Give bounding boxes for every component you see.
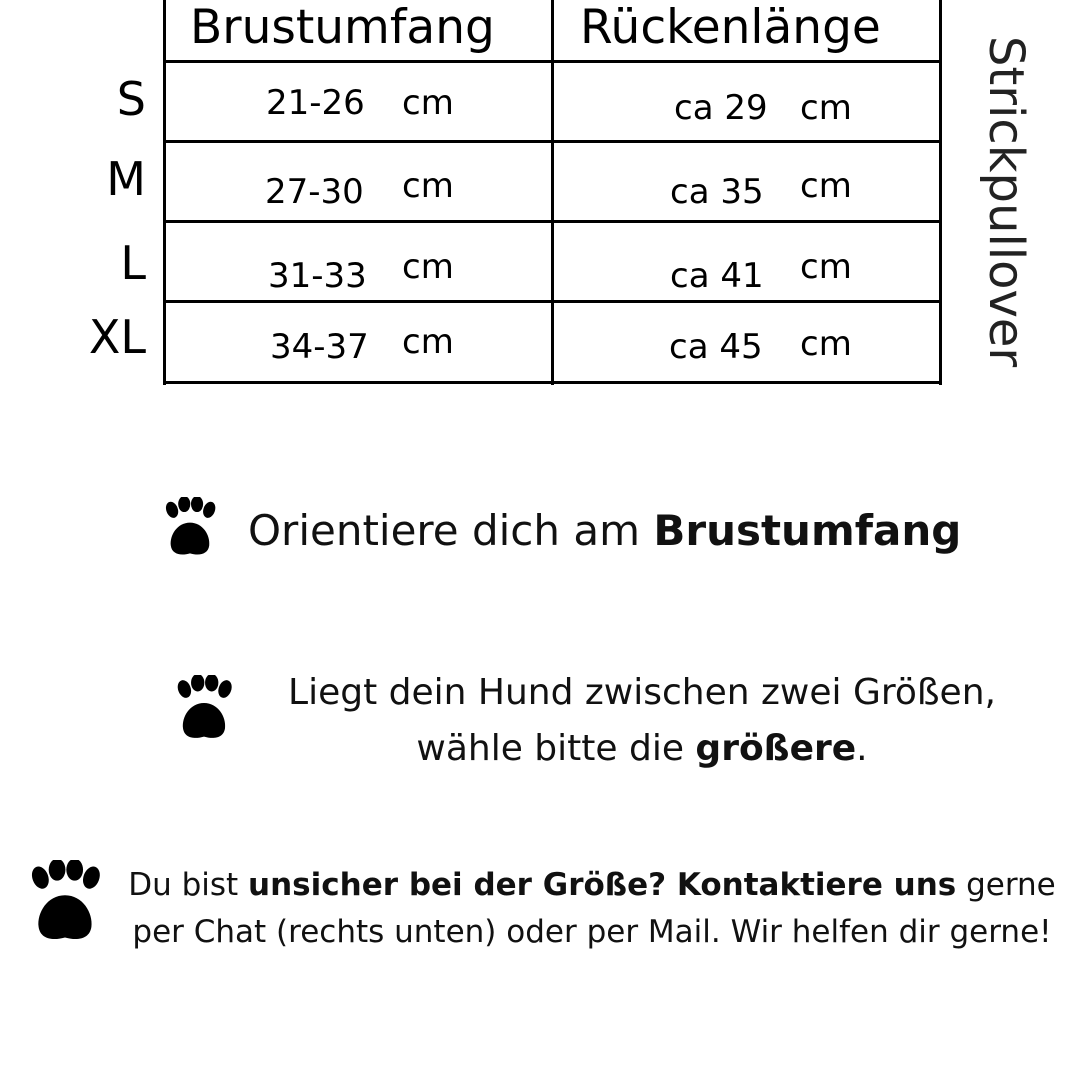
- size-label-xl: XL: [88, 310, 146, 364]
- back-value-m: ca 35: [670, 172, 764, 212]
- tip-between-sizes: [262, 665, 1022, 777]
- chest-value-s: 21-26: [266, 83, 365, 123]
- table-rule: [163, 140, 942, 143]
- chest-unit-m: cm: [402, 166, 454, 206]
- tip-between-sizes-period: .: [856, 727, 868, 769]
- product-label-vertical: Strickpullover: [978, 36, 1034, 368]
- header-back-length: Rückenlänge: [580, 0, 881, 55]
- chest-value-m: 27-30: [265, 172, 364, 212]
- tip-between-sizes-line2: [262, 721, 1022, 777]
- chest-value-l: 31-33: [268, 256, 367, 296]
- tip-contact-rest: gerne per Chat (rechts unten) oder per Mail. Wir helfen dir gerne!: [132, 867, 1056, 951]
- paw-icon: [157, 497, 223, 561]
- table-rule: [163, 300, 942, 303]
- tip-contact-text: Du bist: [128, 867, 249, 903]
- paw-icon: [168, 675, 240, 745]
- back-value-s: ca 29: [674, 88, 768, 128]
- paw-icon: [20, 860, 110, 948]
- back-unit-xl: cm: [800, 324, 852, 364]
- table-border-left: [163, 0, 166, 385]
- tip-between-sizes-text: wähle bitte die: [416, 727, 696, 769]
- table-divider: [551, 0, 554, 385]
- table-rule: [163, 220, 942, 223]
- size-label-l: L: [120, 236, 146, 290]
- tip-contact-bold: unsicher bei der Größe? Kontaktiere uns: [248, 867, 957, 903]
- tip-between-sizes-bold: größere: [695, 727, 857, 769]
- tip-between-sizes-line1: Liegt dein Hund zwischen zwei Größen,: [288, 672, 996, 713]
- chest-unit-xl: cm: [402, 322, 454, 362]
- size-label-m: M: [106, 152, 146, 206]
- chest-unit-s: cm: [402, 83, 454, 123]
- tip-orientation-text: Orientiere dich am: [248, 506, 654, 555]
- table-rule: [163, 381, 942, 384]
- back-value-l: ca 41: [670, 256, 764, 296]
- back-unit-m: cm: [800, 166, 852, 206]
- back-value-xl: ca 45: [669, 327, 763, 367]
- chest-value-xl: 34-37: [270, 327, 369, 367]
- table-rule: [163, 60, 942, 63]
- header-chest: Brustumfang: [190, 0, 495, 55]
- table-border-right: [939, 0, 942, 385]
- back-unit-l: cm: [800, 247, 852, 287]
- tip-contact: [128, 862, 1056, 956]
- chest-unit-l: cm: [402, 247, 454, 287]
- size-label-s: S: [116, 72, 146, 126]
- tip-orientation-bold: Brustumfang: [653, 506, 962, 555]
- back-unit-s: cm: [800, 88, 852, 128]
- tip-orientation: [248, 505, 961, 558]
